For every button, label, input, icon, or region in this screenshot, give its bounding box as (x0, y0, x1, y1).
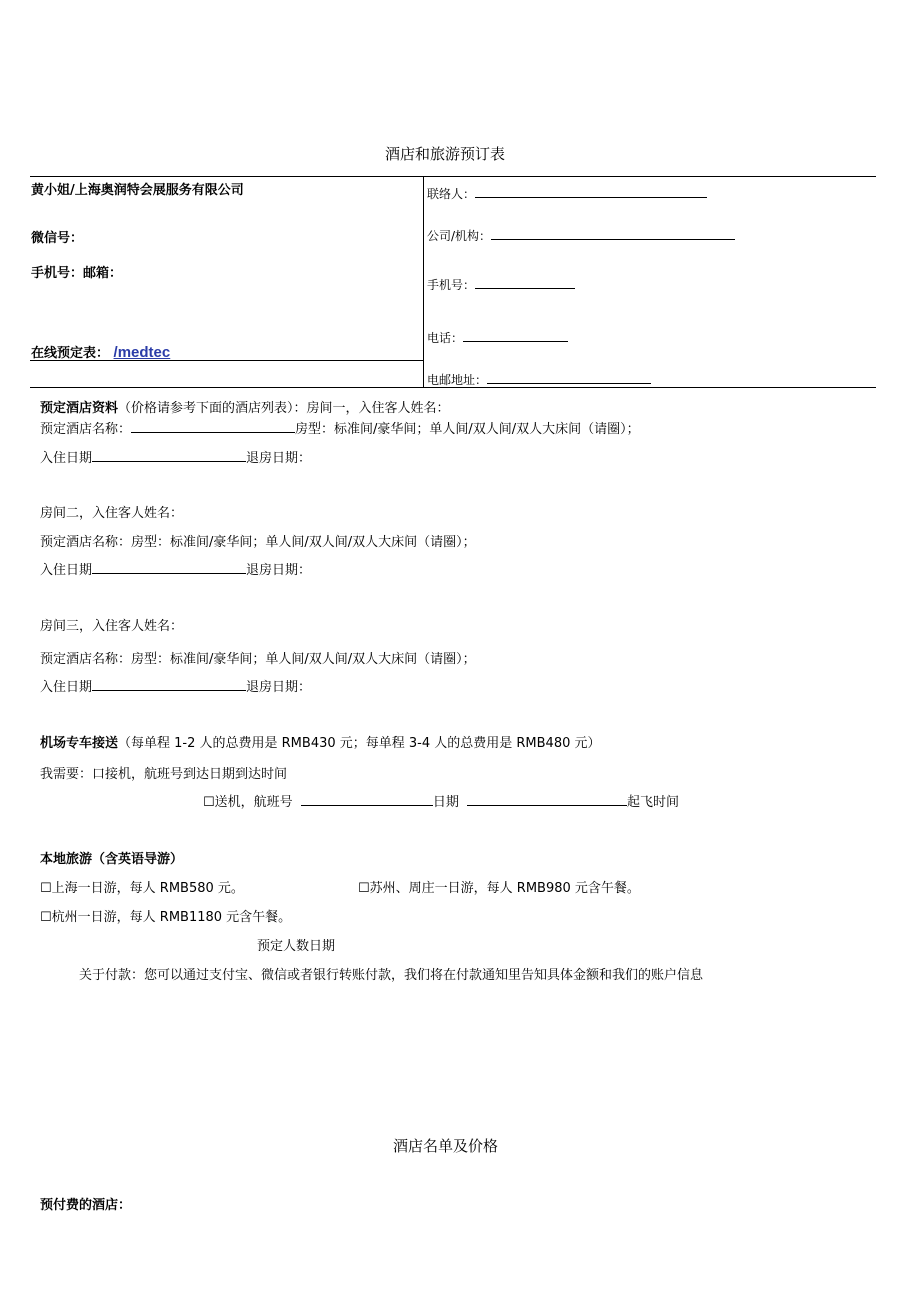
hotel-heading-bold: 预定酒店资料 (40, 401, 119, 416)
hotel-list-title: 酒店名单及价格 (393, 1137, 499, 1155)
room3-checkout-label: 退房日期： (246, 680, 312, 695)
phone-label: 电话： (427, 331, 464, 345)
tour-shanghai (40, 877, 244, 896)
airport-heading-note: （每单程 1-2 人的总费用是 RMB430 元；每单程 3-4 人的总费用是 RMB480 元） (118, 736, 601, 751)
form-title: 酒店和旅游预订表 (385, 145, 506, 163)
tour-shanghai-checkbox[interactable]: ☐ (40, 881, 52, 896)
room2-guest-label: 房间二，入住客人姓名： (40, 506, 184, 521)
airport-heading-bold: 机场专车接送 (40, 736, 119, 751)
online-form-label: 在线预定表： (31, 346, 110, 361)
room2-checkout-label: 退房日期： (246, 563, 312, 578)
wechat-label: 微信号： (31, 231, 84, 246)
room3-checkin-input[interactable] (92, 679, 246, 691)
dropoff-flight-input[interactable] (301, 794, 433, 806)
room1-checkin-label: 入住日期 (40, 451, 93, 466)
contact-label: 联络人： (427, 187, 476, 201)
room1-hotel-label: 预定酒店名称： (40, 422, 132, 437)
hotel-section-heading (40, 397, 450, 416)
mobile-row (427, 276, 575, 293)
dropoff-label: 送机，航班号 (214, 795, 293, 810)
company-row (427, 227, 735, 244)
tour-people-date: 预定人数日期 (257, 939, 336, 954)
tour-suzhou-checkbox[interactable]: ☐ (358, 881, 370, 896)
dropoff-date-label: 日期 (432, 795, 459, 810)
tour-heading: 本地旅游（含英语导游） (40, 852, 184, 867)
tour-suzhou (358, 877, 640, 896)
tour-hangzhou (40, 906, 291, 925)
airport-section-heading (40, 732, 601, 751)
header-divider (423, 176, 424, 387)
contact-input[interactable] (475, 186, 707, 198)
dropoff-date-input[interactable] (467, 794, 627, 806)
room1-checkin-input[interactable] (92, 450, 246, 462)
dropoff-row (203, 791, 679, 810)
dropoff-time-label: 起飞时间 (626, 795, 679, 810)
room3-checkin-label: 入住日期 (40, 680, 93, 695)
room2-dates-row (40, 559, 311, 578)
tour-hangzhou-label: 杭州一日游，每人 RMB1180 元含午餐。 (51, 910, 292, 925)
online-form-row (31, 342, 170, 361)
phone-row (427, 329, 568, 346)
room1-hotel-input[interactable] (131, 421, 295, 433)
company-label: 公司/机构： (427, 229, 492, 243)
room1-room-type: 房型：标准间/豪华间；单人间/双人间/双人大床间（请圈）； (295, 422, 640, 437)
contact-row (427, 185, 707, 202)
mobile-label: 手机号： (427, 278, 476, 292)
dropoff-checkbox[interactable]: ☐ (203, 795, 215, 810)
hotel-heading-note: （价格请参考下面的酒店列表）：房间一，入住客人姓名： (118, 401, 450, 416)
room2-checkin-input[interactable] (92, 562, 246, 574)
prepaid-hotels-label: 预付费的酒店： (40, 1198, 132, 1213)
room2-checkin-label: 入住日期 (40, 563, 93, 578)
phone-email-label: 手机号：邮箱： (31, 266, 123, 281)
company-name: 黄小姐/上海奥润特会展服务有限公司 (31, 183, 244, 198)
payment-note: 关于付款：您可以通过支付宝、微信或者银行转账付款，我们将在付款通知里告知具体金额和我们的账户信息 (79, 968, 704, 983)
room3-dates-row (40, 676, 311, 695)
room3-guest-label: 房间三，入住客人姓名： (40, 619, 184, 634)
email-input[interactable] (487, 372, 651, 384)
email-label: 电邮地址： (427, 373, 488, 387)
room1-dates-row (40, 447, 311, 466)
mobile-input[interactable] (475, 277, 575, 289)
online-form-link[interactable]: /medtec (113, 344, 171, 361)
room2-hotel-room: 预定酒店名称：房型：标准间/豪华间；单人间/双人间/双人大床间（请圈）； (40, 535, 476, 550)
tour-hangzhou-checkbox[interactable]: ☐ (40, 910, 52, 925)
header-top-border (30, 176, 876, 177)
email-row (427, 371, 651, 388)
phone-input[interactable] (463, 330, 568, 342)
room1-checkout-label: 退房日期： (246, 451, 312, 466)
tour-suzhou-label: 苏州、周庄一日游，每人 RMB980 元含午餐。 (369, 881, 640, 896)
tour-shanghai-label: 上海一日游，每人 RMB580 元。 (51, 881, 244, 896)
room1-hotel-row (40, 418, 640, 437)
company-input[interactable] (491, 228, 735, 240)
airport-need-text: 我需要：口接机，航班号到达日期到达时间 (40, 767, 288, 782)
room3-hotel-room: 预定酒店名称：房型：标准间/豪华间；单人间/双人间/双人大床间（请圈）； (40, 652, 476, 667)
